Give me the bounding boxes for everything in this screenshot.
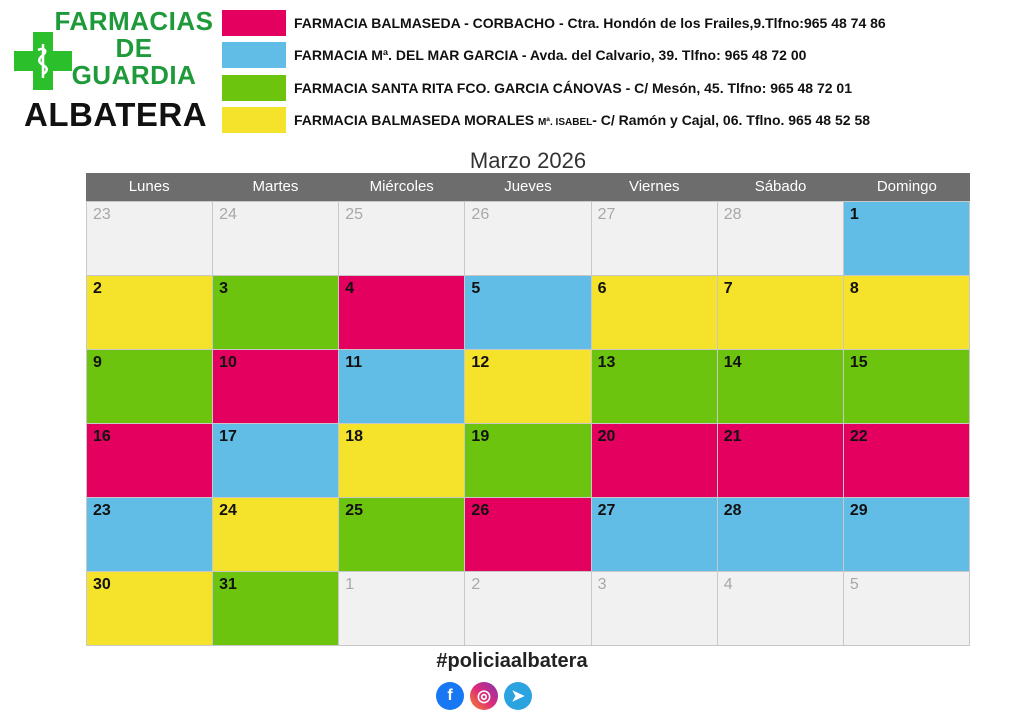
- day-cell: 13: [592, 350, 718, 424]
- day-cell: 19: [465, 424, 591, 498]
- logo-title: [50, 8, 218, 89]
- day-cell: 15: [844, 350, 970, 424]
- calendar-grid: [86, 201, 970, 646]
- day-cell: 26: [465, 202, 591, 276]
- day-cell: 26: [465, 498, 591, 572]
- instagram-icon[interactable]: ◎: [470, 682, 498, 710]
- day-cell: 25: [339, 498, 465, 572]
- day-cell: 7: [718, 276, 844, 350]
- day-cell: 17: [213, 424, 339, 498]
- day-cell: 2: [465, 572, 591, 646]
- day-cell: 20: [592, 424, 718, 498]
- legend-item: [222, 73, 852, 103]
- day-cell: 2: [87, 276, 213, 350]
- day-cell: 28: [718, 498, 844, 572]
- day-cell: 8: [844, 276, 970, 350]
- logo-line-2: DE: [115, 33, 153, 63]
- weekday-label: Martes: [252, 178, 299, 195]
- logo-city: ALBATERA: [24, 96, 208, 133]
- day-cell: 5: [844, 572, 970, 646]
- weekday-label: Miércoles: [369, 178, 434, 195]
- day-cell: 21: [718, 424, 844, 498]
- telegram-icon[interactable]: ➤: [504, 682, 532, 710]
- day-cell: 1: [844, 202, 970, 276]
- weekday-label: Lunes: [128, 178, 170, 195]
- legend-text: FARMACIA SANTA RITA FCO. GARCIA CÁNOVAS - C/ Mesón, 45. Tlfno: 965 48 72 01: [294, 80, 852, 96]
- logo-line-1: FARMACIAS: [54, 6, 214, 36]
- day-cell: 27: [592, 202, 718, 276]
- day-cell: 22: [844, 424, 970, 498]
- legend-text: FARMACIA BALMASEDA - CORBACHO - Ctra. Hondón de los Frailes,9.Tlfno:965 48 74 86: [294, 15, 886, 31]
- legend-item: [222, 105, 870, 135]
- day-cell: 27: [592, 498, 718, 572]
- day-cell: 23: [87, 202, 213, 276]
- day-cell: 4: [718, 572, 844, 646]
- day-cell: 16: [87, 424, 213, 498]
- legend-swatch: [222, 107, 286, 133]
- calendar: [86, 173, 970, 646]
- legend-swatch: [222, 75, 286, 101]
- month-title: Marzo 2026: [469, 148, 587, 173]
- day-cell: 6: [592, 276, 718, 350]
- weekday-label: Domingo: [876, 178, 937, 195]
- day-cell: 12: [465, 350, 591, 424]
- legend-item: [222, 8, 886, 38]
- day-cell: 4: [339, 276, 465, 350]
- day-cell: 14: [718, 350, 844, 424]
- day-cell: 18: [339, 424, 465, 498]
- weekday-label: Jueves: [504, 178, 552, 195]
- logo-line-3: GUARDIA: [71, 60, 197, 90]
- day-cell: 28: [718, 202, 844, 276]
- legend-text-small: Mª. ISABEL: [537, 117, 593, 128]
- legend-text: [294, 112, 870, 128]
- day-cell: 5: [465, 276, 591, 350]
- legend-swatch: [222, 42, 286, 68]
- day-cell: 1: [339, 572, 465, 646]
- day-cell: 24: [213, 498, 339, 572]
- social-links: [436, 682, 532, 710]
- day-cell: 24: [213, 202, 339, 276]
- day-cell: 3: [592, 572, 718, 646]
- weekday-header: [86, 173, 970, 201]
- legend-item: [222, 40, 806, 70]
- day-cell: 9: [87, 350, 213, 424]
- weekday-label: Viernes: [628, 178, 680, 195]
- legend-text-main: FARMACIA BALMASEDA MORALES: [294, 112, 538, 128]
- day-cell: 3: [213, 276, 339, 350]
- legend-swatch: [222, 10, 286, 36]
- hashtag: #policiaalbatera: [436, 650, 588, 672]
- legend-text-rest: - C/ Ramón y Cajal, 06. Tflno. 965 48 52 58: [592, 112, 871, 128]
- legend-text: FARMACIA Mª. DEL MAR GARCIA - Avda. del Calvario, 39. Tlfno: 965 48 72 00: [294, 47, 807, 63]
- day-cell: 10: [213, 350, 339, 424]
- weekday-label: Sábado: [754, 178, 807, 195]
- day-cell: 23: [87, 498, 213, 572]
- day-cell: 25: [339, 202, 465, 276]
- facebook-icon[interactable]: f: [436, 682, 464, 710]
- day-cell: 29: [844, 498, 970, 572]
- day-cell: 30: [87, 572, 213, 646]
- day-cell: 11: [339, 350, 465, 424]
- day-cell: 31: [213, 572, 339, 646]
